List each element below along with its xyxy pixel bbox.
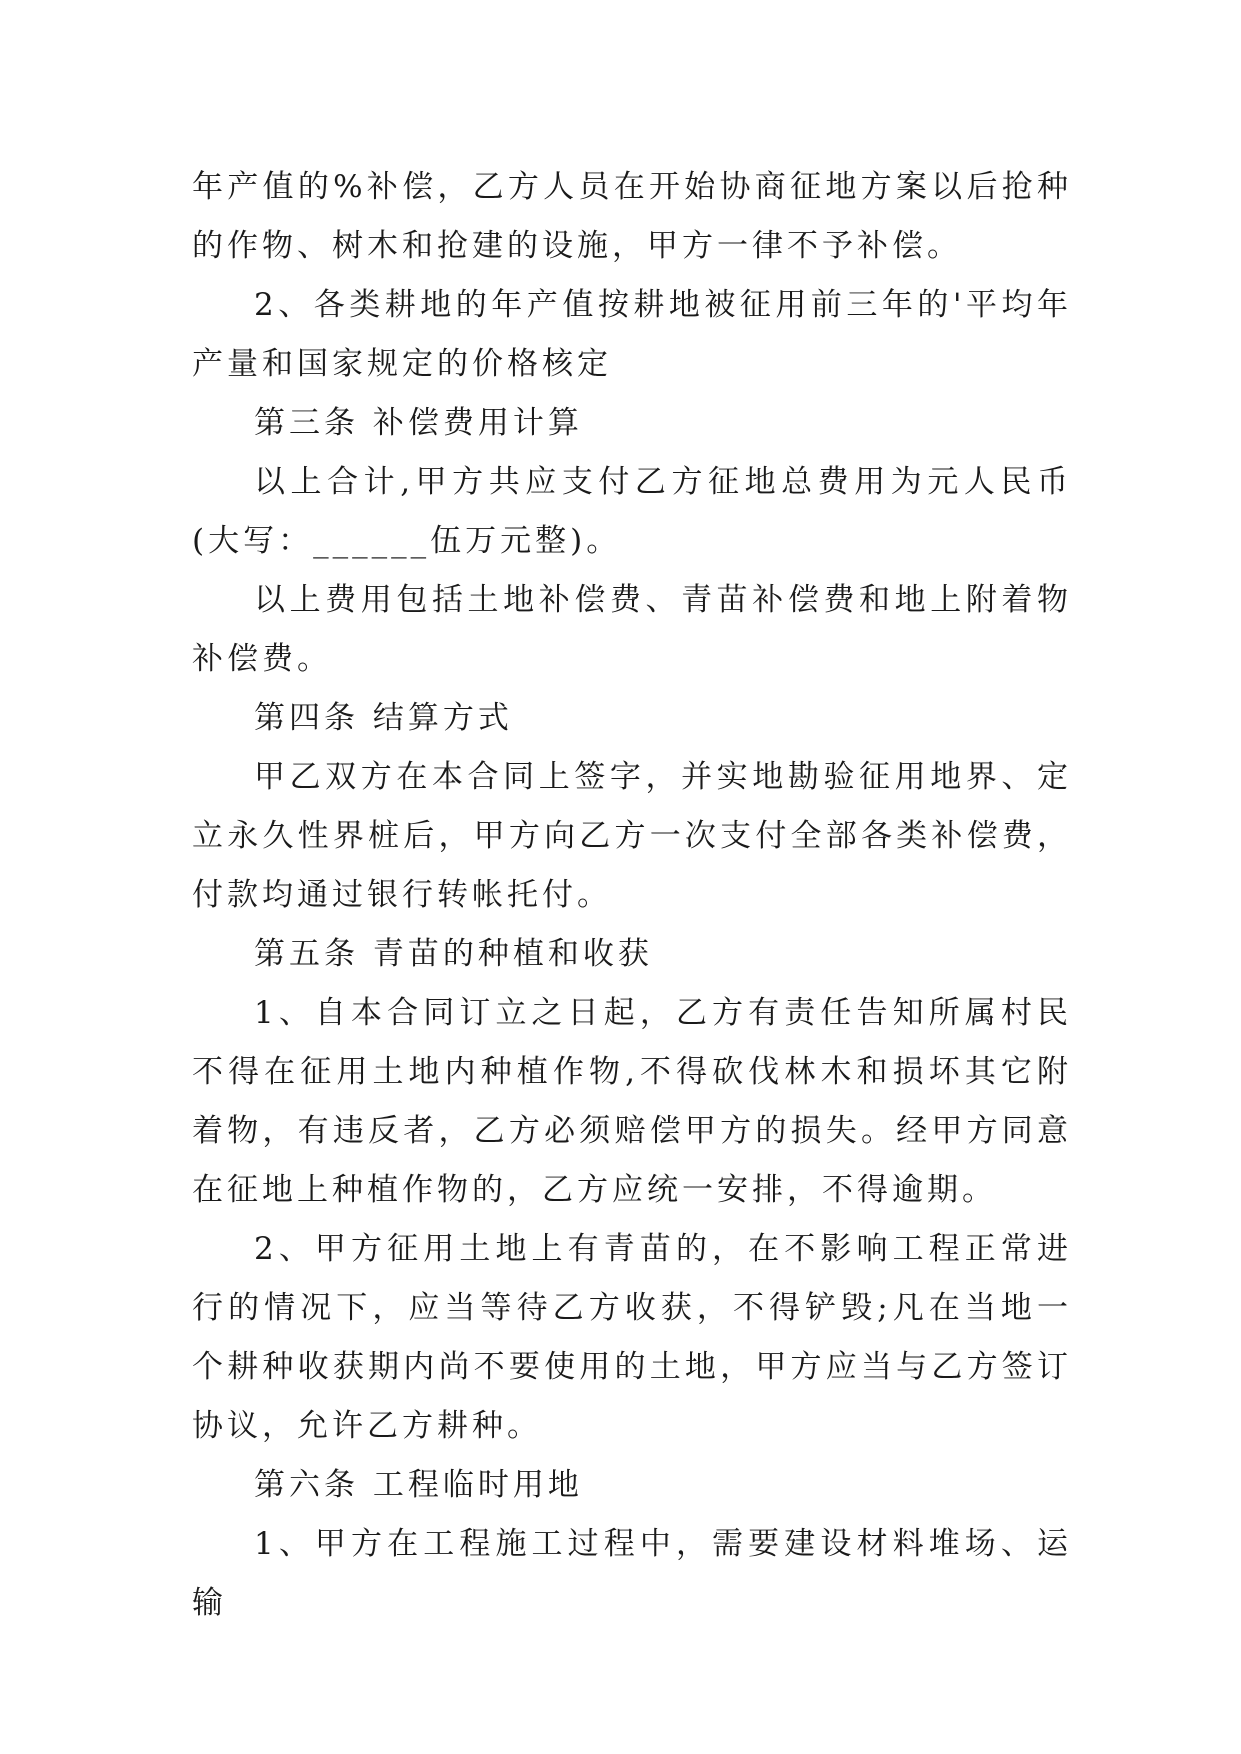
paragraph-annual-output-value: 2、各类耕地的年产值按耕地被征用前三年的'平均年产量和国家规定的价格核定 [192,287,1072,382]
article-5-heading: 第五条 青苗的种植和收获 [254,936,653,972]
paragraph-cost-items: 以上费用包括土地补偿费、青苗补偿费和地上附着物补偿费。 [192,582,1072,677]
paragraph-settlement: 甲乙双方在本合同上签字，并实地勘验征用地界、定立永久性界桩后，甲方向乙方一次支付全部各类补偿费，付款均通过银行转帐托付。 [192,759,1072,913]
article-3-heading: 第三条 补偿费用计算 [254,405,583,441]
article-6-heading: 第六条 工程临时用地 [254,1467,583,1503]
paragraph-planting-restriction: 1、自本合同订立之日起，乙方有责任告知所属村民不得在征用土地内种植作物,不得砍伐林木和损坏其它附着物，有违反者，乙方必须赔偿甲方的损失。经甲方同意在征地上种植作物的，乙方应统一安排，不得逾期。 [192,995,1072,1208]
document-body [192,158,1072,1633]
paragraph-compensation-continued: 年产值的%补偿，乙方人员在开始协商征地方案以后抢种的作物、树木和抢建的设施，甲方一律不予补偿。 [192,169,1072,264]
paragraph-temporary-land: 1、甲方在工程施工过程中，需要建设材料堆场、运输 [192,1526,1072,1621]
paragraph-harvest: 2、甲方征用土地上有青苗的，在不影响工程正常进行的情况下，应当等待乙方收获，不得铲毁;凡在当地一个耕种收获期内尚不要使用的土地，甲方应当与乙方签订协议，允许乙方耕种。 [192,1231,1072,1444]
article-4-heading: 第四条 结算方式 [254,700,513,736]
paragraph-total-cost: 以上合计,甲方共应支付乙方征地总费用为元人民币(大写：______伍万元整)。 [192,464,1072,559]
